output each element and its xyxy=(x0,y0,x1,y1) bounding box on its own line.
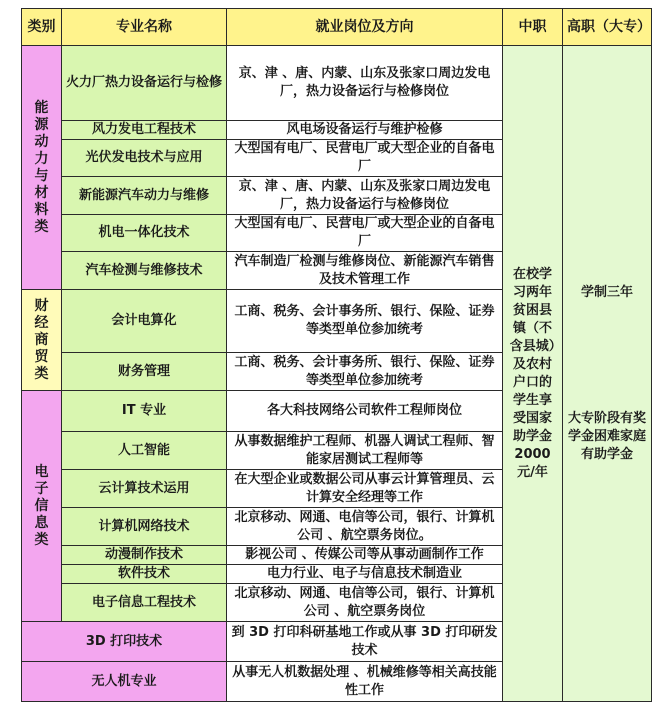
category-electronics xyxy=(22,391,62,622)
jobs-cell: 北京移动、网通、电信等公司，银行、计算机公司 、航空票务岗位 xyxy=(227,584,503,622)
major-cell: 新能源汽车动力与维修 xyxy=(62,177,227,215)
jobs-cell: 北京移动、网通、电信等公司，银行、计算机公司 、航空票务岗位。 xyxy=(227,508,503,546)
major-cell: 风力发电工程技术 xyxy=(62,121,227,140)
secondary-note-cell xyxy=(503,46,563,702)
higher-note: 大专阶段有奖学金困难家庭有助学金 xyxy=(567,410,646,462)
majors-table-wrapper xyxy=(21,8,652,702)
major-cell: 会计电算化 xyxy=(62,290,227,353)
header-major: 专业名称 xyxy=(62,9,227,46)
major-cell: 计算机网络技术 xyxy=(62,508,227,546)
table-row xyxy=(22,46,652,121)
major-cell: 人工智能 xyxy=(62,432,227,470)
jobs-cell: 大型国有电厂、民营电厂或大型企业的自备电厂 xyxy=(227,140,503,177)
majors-table xyxy=(21,8,652,702)
jobs-cell: 工商、税务、会计事务所、银行、保险、证券等类型单位参加统考 xyxy=(227,290,503,353)
jobs-cell: 京、津 、唐、内蒙、山东及张家口周边发电厂，热力设备运行与检修岗位 xyxy=(227,46,503,121)
header-higher: 高职（大专） xyxy=(563,9,652,46)
jobs-cell: 风电场设备运行与维护检修 xyxy=(227,121,503,140)
jobs-cell: 大型国有电厂、民营电厂或大型企业的自备电厂 xyxy=(227,215,503,252)
jobs-cell: 电力行业、电子与信息技术制造业 xyxy=(227,565,503,584)
header-row xyxy=(22,9,652,46)
category-finance-label: 财经商贸类 xyxy=(34,297,49,382)
header-secondary: 中职 xyxy=(503,9,563,46)
major-cell: 财务管理 xyxy=(62,353,227,391)
major-cell: 动漫制作技术 xyxy=(62,546,227,565)
header-category: 类别 xyxy=(22,9,62,46)
higher-cell xyxy=(563,46,652,702)
major-cell: 光伏发电技术与应用 xyxy=(62,140,227,177)
jobs-cell: 从事数据维护工程师、机器人调试工程师、智能家居测试工程师等 xyxy=(227,432,503,470)
major-cell: 无人机专业 xyxy=(22,662,227,702)
jobs-cell: 京、津 、唐、内蒙、山东及张家口周边发电厂，热力设备运行与检修岗位 xyxy=(227,177,503,215)
jobs-cell: 汽车制造厂检测与维修岗位、新能源汽车销售及技术管理工作 xyxy=(227,252,503,290)
major-cell: 汽车检测与维修技术 xyxy=(62,252,227,290)
category-energy-label: 能源动力与材料类 xyxy=(34,99,49,235)
category-finance xyxy=(22,290,62,391)
jobs-cell: 从事无人机数据处理 、机械维修等相关高技能性工作 xyxy=(227,662,503,702)
major-cell: 云计算技术运用 xyxy=(62,470,227,508)
category-electronics-label: 电子信息类 xyxy=(34,463,49,548)
major-cell: 电子信息工程技术 xyxy=(62,584,227,622)
major-cell: 软件技术 xyxy=(62,565,227,584)
major-cell: 3D 打印技术 xyxy=(22,622,227,662)
jobs-cell: 工商、税务、会计事务所、银行、保险、证券等类型单位参加统考 xyxy=(227,353,503,391)
major-cell: IT 专业 xyxy=(62,391,227,432)
jobs-cell: 在大型企业或数据公司从事云计算管理员、云计算安全经理等工作 xyxy=(227,470,503,508)
category-energy xyxy=(22,46,62,290)
jobs-cell: 到 3D 打印科研基地工作或从事 3D 打印研发技术 xyxy=(227,622,503,662)
header-jobs: 就业岗位及方向 xyxy=(227,9,503,46)
higher-duration: 学制三年 xyxy=(580,284,633,300)
major-cell: 火力厂热力设备运行与检修 xyxy=(62,46,227,121)
jobs-cell: 影视公司 、传媒公司等从事动画制作工作 xyxy=(227,546,503,565)
secondary-note: 在校学习两年贫困县镇（不含县城）及农村户口的学生享受国家助学金 2000 元/年 xyxy=(509,266,556,480)
jobs-cell: 各大科技网络公司软件工程师岗位 xyxy=(227,391,503,432)
major-cell: 机电一体化技术 xyxy=(62,215,227,252)
